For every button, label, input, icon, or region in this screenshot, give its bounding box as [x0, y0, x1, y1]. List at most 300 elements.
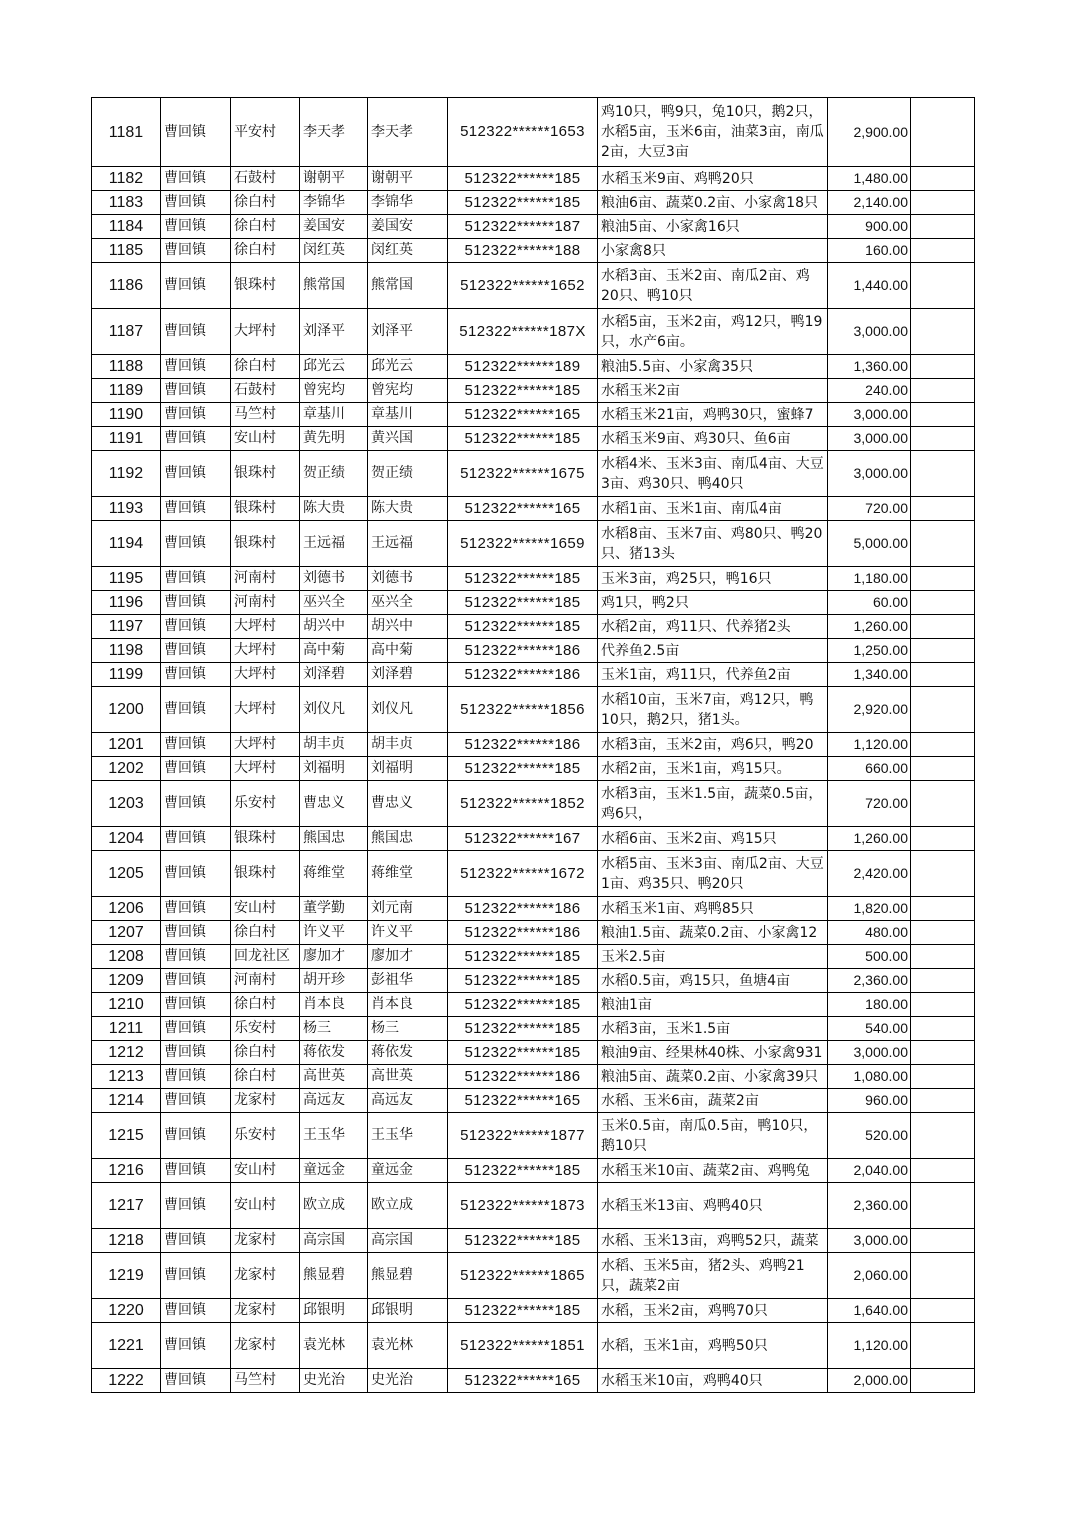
table-row	[92, 497, 975, 521]
id-number-cell: 512322******185	[448, 167, 598, 191]
town-cell: 曹回镇	[161, 403, 231, 427]
id-number-cell: 512322******167	[448, 827, 598, 851]
remark-cell	[911, 567, 975, 591]
table-row	[92, 1089, 975, 1113]
row-number: 1204	[92, 827, 161, 851]
id-number-cell: 512322******1877	[448, 1113, 598, 1159]
row-number: 1199	[92, 663, 161, 687]
name-cell: 高远友	[300, 1089, 368, 1113]
remark-cell	[911, 969, 975, 993]
amount-cell: 180.00	[828, 993, 911, 1017]
row-number: 1196	[92, 591, 161, 615]
name-cell: 曾宪均	[300, 379, 368, 403]
row-number: 1220	[92, 1299, 161, 1323]
name-cell: 王玉华	[300, 1113, 368, 1159]
description-cell: 水稻0.5亩，鸡15只，鱼塘4亩	[598, 969, 828, 993]
village-cell: 徐白村	[231, 191, 300, 215]
town-cell: 曹回镇	[161, 1323, 231, 1369]
amount-cell: 540.00	[828, 1017, 911, 1041]
amount-cell: 2,920.00	[828, 687, 911, 733]
row-number: 1190	[92, 403, 161, 427]
remark-cell	[911, 591, 975, 615]
remark-cell	[911, 1183, 975, 1229]
amount-cell: 2,140.00	[828, 191, 911, 215]
id-number-cell: 512322******1652	[448, 263, 598, 309]
id-number-cell: 512322******186	[448, 663, 598, 687]
amount-cell: 1,820.00	[828, 897, 911, 921]
payee-cell: 彭祖华	[368, 969, 448, 993]
village-cell: 安山村	[231, 897, 300, 921]
village-cell: 龙家村	[231, 1089, 300, 1113]
amount-cell: 2,040.00	[828, 1159, 911, 1183]
row-number: 1205	[92, 851, 161, 897]
description-cell: 水稻，玉米2亩，鸡鸭70只	[598, 1299, 828, 1323]
description-cell: 粮油1.5亩、蔬菜0.2亩、小家禽12	[598, 921, 828, 945]
name-cell: 高宗国	[300, 1229, 368, 1253]
town-cell: 曹回镇	[161, 781, 231, 827]
name-cell: 童远金	[300, 1159, 368, 1183]
row-number: 1214	[92, 1089, 161, 1113]
remark-cell	[911, 1065, 975, 1089]
id-number-cell: 512322******185	[448, 191, 598, 215]
table-row	[92, 1299, 975, 1323]
id-number-cell: 512322******1856	[448, 687, 598, 733]
id-number-cell: 512322******185	[448, 1017, 598, 1041]
id-number-cell: 512322******1659	[448, 521, 598, 567]
table-row	[92, 827, 975, 851]
description-cell: 水稻3亩、玉米2亩、南瓜2亩、鸡20只、鸭10只	[598, 263, 828, 309]
table-row	[92, 1229, 975, 1253]
name-cell: 肖本良	[300, 993, 368, 1017]
name-cell: 王远福	[300, 521, 368, 567]
village-cell: 银珠村	[231, 497, 300, 521]
village-cell: 大坪村	[231, 687, 300, 733]
id-number-cell: 512322******1672	[448, 851, 598, 897]
id-number-cell: 512322******165	[448, 497, 598, 521]
remark-cell	[911, 851, 975, 897]
table-row	[92, 427, 975, 451]
description-cell: 水稻5亩、玉米3亩、南瓜2亩、大豆1亩、鸡35只、鸭20只	[598, 851, 828, 897]
village-cell: 银珠村	[231, 451, 300, 497]
payee-cell: 巫兴全	[368, 591, 448, 615]
payee-cell: 蒋维堂	[368, 851, 448, 897]
payee-cell: 肖本良	[368, 993, 448, 1017]
id-number-cell: 512322******1675	[448, 451, 598, 497]
village-cell: 龙家村	[231, 1253, 300, 1299]
town-cell: 曹回镇	[161, 733, 231, 757]
payee-cell: 胡丰贞	[368, 733, 448, 757]
payee-cell: 童远金	[368, 1159, 448, 1183]
id-number-cell: 512322******185	[448, 993, 598, 1017]
amount-cell: 720.00	[828, 497, 911, 521]
description-cell: 玉米1亩，鸡11只，代养鱼2亩	[598, 663, 828, 687]
row-number: 1198	[92, 639, 161, 663]
amount-cell: 1,260.00	[828, 827, 911, 851]
amount-cell: 160.00	[828, 239, 911, 263]
name-cell: 史光治	[300, 1369, 368, 1393]
id-number-cell: 512322******185	[448, 1159, 598, 1183]
village-cell: 大坪村	[231, 757, 300, 781]
row-number: 1211	[92, 1017, 161, 1041]
town-cell: 曹回镇	[161, 1183, 231, 1229]
amount-cell: 1,080.00	[828, 1065, 911, 1089]
remark-cell	[911, 615, 975, 639]
row-number: 1194	[92, 521, 161, 567]
id-number-cell: 512322******185	[448, 379, 598, 403]
row-number: 1188	[92, 355, 161, 379]
description-cell: 玉米0.5亩，南瓜0.5亩，鸭10只，鹅10只	[598, 1113, 828, 1159]
name-cell: 胡开珍	[300, 969, 368, 993]
town-cell: 曹回镇	[161, 1369, 231, 1393]
name-cell: 熊显碧	[300, 1253, 368, 1299]
row-number: 1195	[92, 567, 161, 591]
table-row	[92, 1253, 975, 1299]
village-cell: 大坪村	[231, 615, 300, 639]
village-cell: 龙家村	[231, 1323, 300, 1369]
amount-cell: 2,060.00	[828, 1253, 911, 1299]
amount-cell: 1,640.00	[828, 1299, 911, 1323]
town-cell: 曹回镇	[161, 497, 231, 521]
payee-cell: 刘元南	[368, 897, 448, 921]
payee-cell: 高世英	[368, 1065, 448, 1089]
row-number: 1221	[92, 1323, 161, 1369]
remark-cell	[911, 167, 975, 191]
description-cell: 小家禽8只	[598, 239, 828, 263]
id-number-cell: 512322******185	[448, 969, 598, 993]
amount-cell: 2,360.00	[828, 969, 911, 993]
description-cell: 水稻玉米10亩，鸡鸭40只	[598, 1369, 828, 1393]
village-cell: 河南村	[231, 969, 300, 993]
description-cell: 粮油5.5亩、小家禽35只	[598, 355, 828, 379]
town-cell: 曹回镇	[161, 215, 231, 239]
village-cell: 银珠村	[231, 851, 300, 897]
village-cell: 河南村	[231, 591, 300, 615]
amount-cell: 1,260.00	[828, 615, 911, 639]
name-cell: 谢朝平	[300, 167, 368, 191]
table-row	[92, 615, 975, 639]
description-cell: 鸡10只，鸭9只，兔10只，鹅2只，水稻5亩，玉米6亩，油菜3亩，南瓜2亩，大豆3亩	[598, 98, 828, 167]
table-row	[92, 191, 975, 215]
village-cell: 马竺村	[231, 1369, 300, 1393]
amount-cell: 1,180.00	[828, 567, 911, 591]
payee-cell: 刘泽平	[368, 309, 448, 355]
town-cell: 曹回镇	[161, 851, 231, 897]
id-number-cell: 512322******186	[448, 1065, 598, 1089]
village-cell: 银珠村	[231, 263, 300, 309]
remark-cell	[911, 355, 975, 379]
amount-cell: 500.00	[828, 945, 911, 969]
remark-cell	[911, 1229, 975, 1253]
name-cell: 巫兴全	[300, 591, 368, 615]
table-row	[92, 355, 975, 379]
row-number: 1197	[92, 615, 161, 639]
id-number-cell: 512322******185	[448, 615, 598, 639]
amount-cell: 5,000.00	[828, 521, 911, 567]
payee-cell: 姜国安	[368, 215, 448, 239]
row-number: 1187	[92, 309, 161, 355]
amount-cell: 1,250.00	[828, 639, 911, 663]
amount-cell: 1,340.00	[828, 663, 911, 687]
village-cell: 徐白村	[231, 993, 300, 1017]
description-cell: 水稻2亩，玉米1亩，鸡15只。	[598, 757, 828, 781]
village-cell: 乐安村	[231, 1113, 300, 1159]
village-cell: 河南村	[231, 567, 300, 591]
name-cell: 欧立成	[300, 1183, 368, 1229]
town-cell: 曹回镇	[161, 757, 231, 781]
name-cell: 许义平	[300, 921, 368, 945]
name-cell: 刘泽平	[300, 309, 368, 355]
village-cell: 徐白村	[231, 1041, 300, 1065]
description-cell: 水稻8亩、玉米7亩、鸡80只、鸭20只、猪13头	[598, 521, 828, 567]
amount-cell: 3,000.00	[828, 427, 911, 451]
remark-cell	[911, 309, 975, 355]
table-row	[92, 1113, 975, 1159]
description-cell: 水稻玉米9亩、鸡鸭20只	[598, 167, 828, 191]
row-number: 1217	[92, 1183, 161, 1229]
name-cell: 袁光林	[300, 1323, 368, 1369]
village-cell: 安山村	[231, 1159, 300, 1183]
description-cell: 水稻2亩，鸡11只、代养猪2头	[598, 615, 828, 639]
id-number-cell: 512322******1653	[448, 98, 598, 167]
payee-cell: 杨三	[368, 1017, 448, 1041]
amount-cell: 1,360.00	[828, 355, 911, 379]
town-cell: 曹回镇	[161, 1253, 231, 1299]
town-cell: 曹回镇	[161, 1229, 231, 1253]
town-cell: 曹回镇	[161, 521, 231, 567]
remark-cell	[911, 1299, 975, 1323]
id-number-cell: 512322******185	[448, 1229, 598, 1253]
village-cell: 石鼓村	[231, 379, 300, 403]
row-number: 1208	[92, 945, 161, 969]
name-cell: 廖加才	[300, 945, 368, 969]
row-number: 1193	[92, 497, 161, 521]
amount-cell: 3,000.00	[828, 309, 911, 355]
table-row	[92, 945, 975, 969]
description-cell: 水稻5亩，玉米2亩，鸡12只，鸭19只，水产6亩。	[598, 309, 828, 355]
name-cell: 李锦华	[300, 191, 368, 215]
row-number: 1210	[92, 993, 161, 1017]
village-cell: 大坪村	[231, 639, 300, 663]
name-cell: 邱光云	[300, 355, 368, 379]
row-number: 1183	[92, 191, 161, 215]
amount-cell: 660.00	[828, 757, 911, 781]
village-cell: 马竺村	[231, 403, 300, 427]
payee-cell: 蒋依发	[368, 1041, 448, 1065]
town-cell: 曹回镇	[161, 379, 231, 403]
row-number: 1202	[92, 757, 161, 781]
row-number: 1206	[92, 897, 161, 921]
row-number: 1181	[92, 98, 161, 167]
payee-cell: 刘福明	[368, 757, 448, 781]
amount-cell: 240.00	[828, 379, 911, 403]
row-number: 1182	[92, 167, 161, 191]
remark-cell	[911, 1041, 975, 1065]
town-cell: 曹回镇	[161, 567, 231, 591]
name-cell: 曹忠义	[300, 781, 368, 827]
town-cell: 曹回镇	[161, 1065, 231, 1089]
name-cell: 蒋维堂	[300, 851, 368, 897]
village-cell: 徐白村	[231, 215, 300, 239]
remark-cell	[911, 827, 975, 851]
description-cell: 水稻10亩，玉米7亩，鸡12只，鸭10只，鹅2只，猪1头。	[598, 687, 828, 733]
subsidy-table	[91, 97, 975, 1393]
table-row	[92, 98, 975, 167]
description-cell: 水稻、玉米13亩，鸡鸭52只，蔬菜	[598, 1229, 828, 1253]
town-cell: 曹回镇	[161, 1041, 231, 1065]
payee-cell: 王远福	[368, 521, 448, 567]
remark-cell	[911, 945, 975, 969]
description-cell: 水稻玉米13亩、鸡鸭40只	[598, 1183, 828, 1229]
town-cell: 曹回镇	[161, 191, 231, 215]
row-number: 1185	[92, 239, 161, 263]
id-number-cell: 512322******187X	[448, 309, 598, 355]
name-cell: 熊常国	[300, 263, 368, 309]
town-cell: 曹回镇	[161, 945, 231, 969]
amount-cell: 1,120.00	[828, 1323, 911, 1369]
id-number-cell: 512322******185	[448, 1041, 598, 1065]
remark-cell	[911, 451, 975, 497]
payee-cell: 闵红英	[368, 239, 448, 263]
table-row	[92, 757, 975, 781]
table-row	[92, 167, 975, 191]
description-cell: 水稻玉米21亩，鸡鸭30只，蜜蜂7	[598, 403, 828, 427]
name-cell: 闵红英	[300, 239, 368, 263]
table-row	[92, 1159, 975, 1183]
table-row	[92, 591, 975, 615]
table-row	[92, 897, 975, 921]
row-number: 1191	[92, 427, 161, 451]
village-cell: 银珠村	[231, 521, 300, 567]
table-row	[92, 1323, 975, 1369]
table-row	[92, 309, 975, 355]
table-row	[92, 993, 975, 1017]
description-cell: 粮油9亩、经果林40株、小家禽931	[598, 1041, 828, 1065]
amount-cell: 3,000.00	[828, 1041, 911, 1065]
village-cell: 回龙社区	[231, 945, 300, 969]
table-row	[92, 1041, 975, 1065]
amount-cell: 1,480.00	[828, 167, 911, 191]
id-number-cell: 512322******185	[448, 945, 598, 969]
row-number: 1207	[92, 921, 161, 945]
row-number: 1215	[92, 1113, 161, 1159]
amount-cell: 520.00	[828, 1113, 911, 1159]
id-number-cell: 512322******1852	[448, 781, 598, 827]
name-cell: 高世英	[300, 1065, 368, 1089]
amount-cell: 1,120.00	[828, 733, 911, 757]
row-number: 1189	[92, 379, 161, 403]
table-row	[92, 639, 975, 663]
village-cell: 平安村	[231, 98, 300, 167]
description-cell: 水稻玉米9亩、鸡30只、鱼6亩	[598, 427, 828, 451]
id-number-cell: 512322******185	[448, 427, 598, 451]
town-cell: 曹回镇	[161, 921, 231, 945]
row-number: 1192	[92, 451, 161, 497]
village-cell: 大坪村	[231, 663, 300, 687]
table-row	[92, 781, 975, 827]
row-number: 1219	[92, 1253, 161, 1299]
table-row	[92, 687, 975, 733]
id-number-cell: 512322******185	[448, 757, 598, 781]
table-row	[92, 1369, 975, 1393]
payee-cell: 胡兴中	[368, 615, 448, 639]
town-cell: 曹回镇	[161, 427, 231, 451]
town-cell: 曹回镇	[161, 663, 231, 687]
id-number-cell: 512322******185	[448, 1299, 598, 1323]
name-cell: 黄先明	[300, 427, 368, 451]
description-cell: 水稻、玉米5亩，猪2头、鸡鸭21只，蔬菜2亩	[598, 1253, 828, 1299]
remark-cell	[911, 403, 975, 427]
description-cell: 水稻、玉米6亩，蔬菜2亩	[598, 1089, 828, 1113]
name-cell: 陈大贵	[300, 497, 368, 521]
town-cell: 曹回镇	[161, 969, 231, 993]
table-row	[92, 1017, 975, 1041]
remark-cell	[911, 921, 975, 945]
table-row	[92, 379, 975, 403]
id-number-cell: 512322******187	[448, 215, 598, 239]
description-cell: 粮油1亩	[598, 993, 828, 1017]
remark-cell	[911, 98, 975, 167]
table-row	[92, 263, 975, 309]
name-cell: 蒋依发	[300, 1041, 368, 1065]
description-cell: 水稻玉米1亩、鸡鸭85只	[598, 897, 828, 921]
payee-cell: 曹忠义	[368, 781, 448, 827]
village-cell: 乐安村	[231, 1017, 300, 1041]
amount-cell: 3,000.00	[828, 451, 911, 497]
town-cell: 曹回镇	[161, 897, 231, 921]
description-cell: 水稻1亩、玉米1亩、南瓜4亩	[598, 497, 828, 521]
payee-cell: 陈大贵	[368, 497, 448, 521]
description-cell: 水稻玉米10亩、蔬菜2亩、鸡鸭兔	[598, 1159, 828, 1183]
id-number-cell: 512322******186	[448, 921, 598, 945]
remark-cell	[911, 521, 975, 567]
name-cell: 胡丰贞	[300, 733, 368, 757]
remark-cell	[911, 1017, 975, 1041]
id-number-cell: 512322******165	[448, 1369, 598, 1393]
amount-cell: 2,900.00	[828, 98, 911, 167]
id-number-cell: 512322******185	[448, 591, 598, 615]
row-number: 1213	[92, 1065, 161, 1089]
id-number-cell: 512322******188	[448, 239, 598, 263]
payee-cell: 邱光云	[368, 355, 448, 379]
id-number-cell: 512322******186	[448, 897, 598, 921]
town-cell: 曹回镇	[161, 993, 231, 1017]
row-number: 1209	[92, 969, 161, 993]
name-cell: 邱银明	[300, 1299, 368, 1323]
payee-cell: 邱银明	[368, 1299, 448, 1323]
row-number: 1200	[92, 687, 161, 733]
remark-cell	[911, 687, 975, 733]
town-cell: 曹回镇	[161, 827, 231, 851]
payee-cell: 王玉华	[368, 1113, 448, 1159]
id-number-cell: 512322******1865	[448, 1253, 598, 1299]
payee-cell: 贺正绩	[368, 451, 448, 497]
town-cell: 曹回镇	[161, 1113, 231, 1159]
remark-cell	[911, 1323, 975, 1369]
town-cell: 曹回镇	[161, 1017, 231, 1041]
table-row	[92, 1065, 975, 1089]
village-cell: 龙家村	[231, 1229, 300, 1253]
payee-cell: 熊常国	[368, 263, 448, 309]
remark-cell	[911, 757, 975, 781]
remark-cell	[911, 239, 975, 263]
payee-cell: 袁光林	[368, 1323, 448, 1369]
amount-cell: 960.00	[828, 1089, 911, 1113]
remark-cell	[911, 781, 975, 827]
payee-cell: 谢朝平	[368, 167, 448, 191]
table-row	[92, 851, 975, 897]
description-cell: 粮油5亩、小家禽16只	[598, 215, 828, 239]
amount-cell: 480.00	[828, 921, 911, 945]
